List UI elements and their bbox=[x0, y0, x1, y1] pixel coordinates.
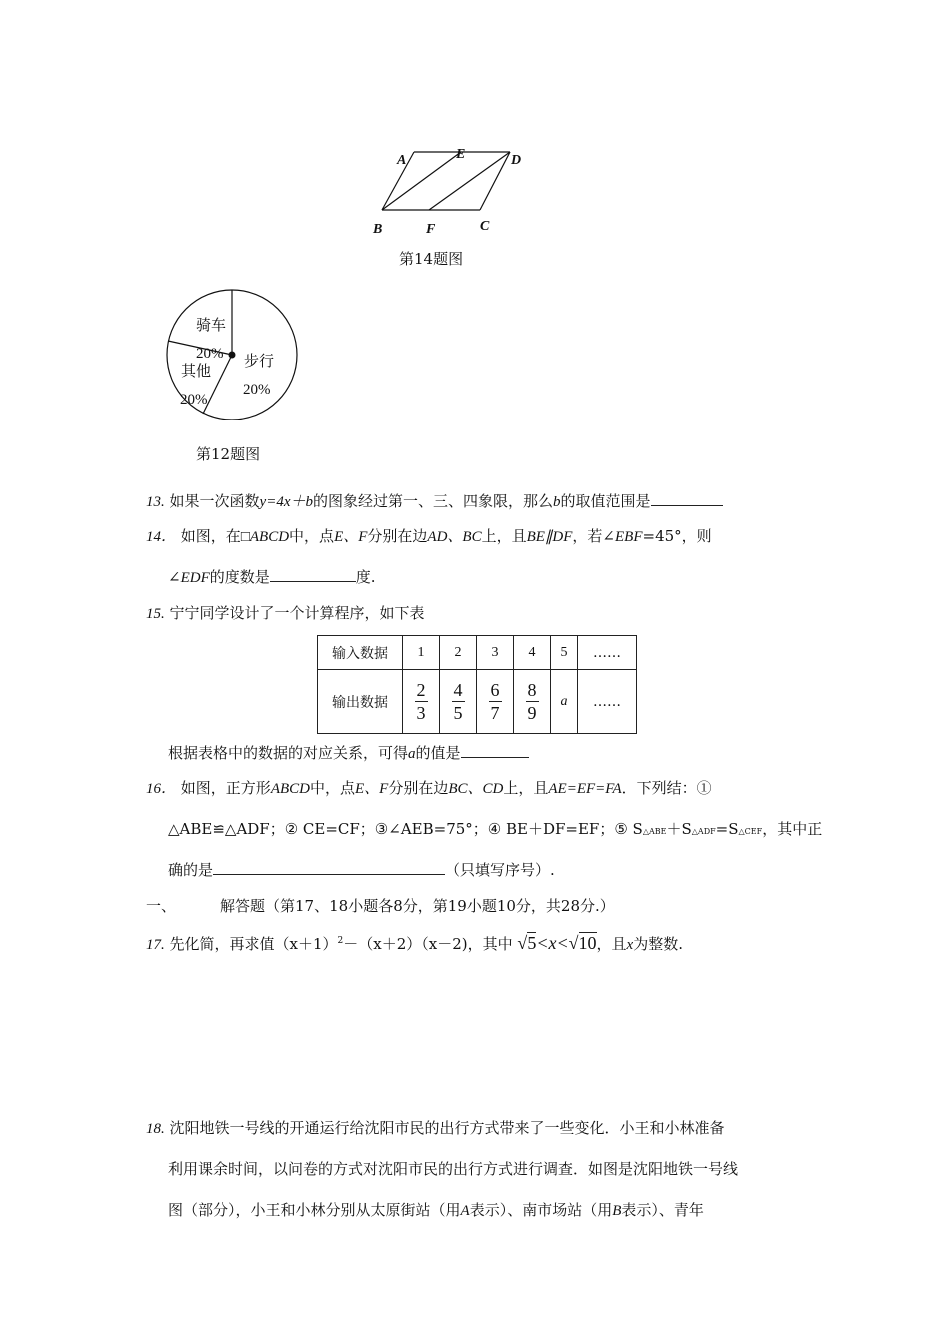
output-row bbox=[318, 670, 637, 734]
input-cell: 1 bbox=[403, 636, 440, 670]
output-cell-ellipsis: …… bbox=[578, 670, 637, 734]
vertex-b-label: B bbox=[373, 222, 383, 237]
answer-blank-14[interactable] bbox=[270, 569, 356, 582]
section-header: 一、 解答题（第17、18小题各8分，第19小题10分，共28分.） bbox=[146, 897, 615, 915]
input-row bbox=[318, 636, 637, 670]
input-cell: 5 bbox=[551, 636, 578, 670]
input-cell: 4 bbox=[514, 636, 551, 670]
pie-center-dot bbox=[229, 352, 236, 359]
vertex-d-label: D bbox=[511, 153, 522, 168]
input-cell: 2 bbox=[440, 636, 477, 670]
question-18-line2: 利用课余时间，以问卷的方式对沈阳市民的出行方式进行调查．如图是沈阳地铁一号线 bbox=[168, 1160, 739, 1178]
parallelogram-figure bbox=[360, 140, 540, 245]
fig14-caption: 第14题图 bbox=[399, 250, 464, 268]
answer-blank-13[interactable] bbox=[651, 493, 723, 506]
question-18-line1: 18. 沈阳地铁一号线的开通运行给沈阳市民的出行方式带来了一些变化．小王和小林准备 bbox=[146, 1119, 725, 1137]
output-cell: $\frac{4}{5}$ bbox=[440, 670, 477, 734]
answer-blank-15[interactable] bbox=[461, 745, 529, 758]
input-cell-ellipsis: …… bbox=[578, 636, 637, 670]
question-13: 13. 如果一次函数y=4x＋b的图象经过第一、三、四象限，那么b的取值范围是 bbox=[146, 490, 723, 511]
question-14-line2: ∠EDF的度数是 度. bbox=[168, 568, 376, 586]
point-e-label: E bbox=[456, 147, 466, 162]
question-18-line3: 图（部分），小王和小林分别从太原街站（用A表示）、南市场站（用B表示）、青年 bbox=[168, 1201, 704, 1219]
question-15-after: 根据表格中的数据的对应关系，可得a的值是 bbox=[168, 742, 529, 763]
answer-blank-16[interactable] bbox=[213, 862, 445, 875]
vertex-a-label: A bbox=[397, 153, 407, 168]
question-16-line3: 确的是 （只填写序号）. bbox=[168, 861, 555, 879]
pie-label-bike: 骑车 bbox=[196, 316, 227, 334]
question-17: 17. 先化简，再求值$(x+1)^2-(x+2)(x-2)$，其中 √5<x<√10，且x为整数. bbox=[146, 933, 683, 953]
row-header-output: 输出数据 bbox=[318, 670, 403, 734]
output-cell: $\frac{2}{3}$ bbox=[403, 670, 440, 734]
point-f-label: F bbox=[426, 222, 436, 237]
question-14-line1: 14． 如图，在□ABCD中，点E、F分别在边AD、BC上，且BE∥DF，若∠EBF=45°，则 bbox=[146, 527, 712, 545]
question-15: 15. 宁宁同学设计了一个计算程序，如下表 bbox=[146, 604, 425, 622]
fig12-caption: 第12题图 bbox=[196, 445, 261, 463]
pie-label-other: 其他 bbox=[181, 362, 212, 380]
vertex-c-label: C bbox=[480, 219, 490, 234]
question-16-line1: 16． 如图，正方形ABCD中，点E、F分别在边BC、CD上，且AE=EF=FA．下列结：① bbox=[146, 779, 712, 797]
pie-pct-bike: 20% bbox=[196, 346, 224, 362]
output-cell: $\frac{8}{9}$ bbox=[514, 670, 551, 734]
pie-pct-other: 20% bbox=[180, 392, 208, 408]
program-table bbox=[317, 635, 637, 734]
output-cell: $\frac{6}{7}$ bbox=[477, 670, 514, 734]
input-cell: 3 bbox=[477, 636, 514, 670]
pie-pct-walk: 20% bbox=[243, 382, 271, 398]
question-16-line2: △ABE≌△ADF；② CE=CF；③∠AEB=75°；④ BE＋DF=EF；⑤ S△ABE＋S△ADF=S△CEF，其中正 bbox=[168, 820, 823, 838]
output-cell-a: a bbox=[551, 670, 578, 734]
pie-label-walk: 步行 bbox=[244, 352, 275, 370]
row-header-input: 输入数据 bbox=[318, 636, 403, 670]
